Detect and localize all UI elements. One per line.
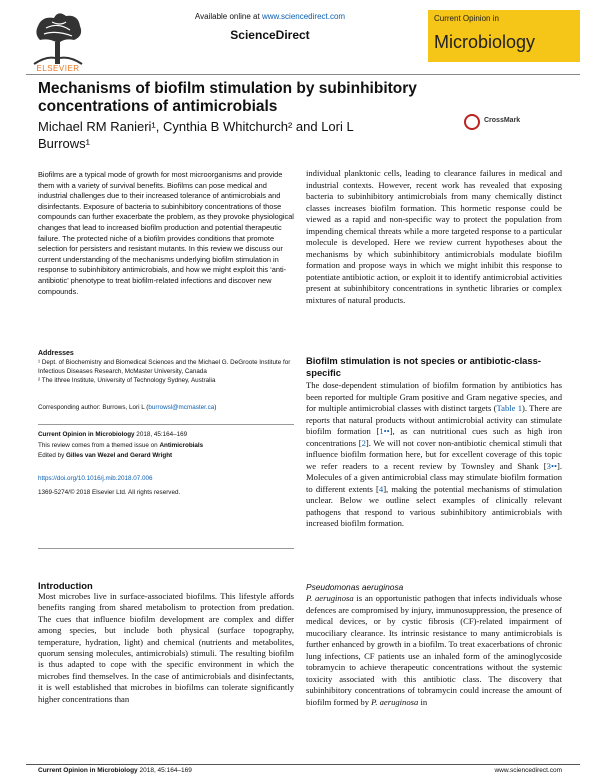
introduction-heading: Introduction [38,580,93,591]
journal-cover-line2: Microbiology [434,32,536,52]
author-list: Michael RM Ranieri¹, Cynthia B Whitchurch² and Lori L Burrows¹ [38,119,354,151]
stim-text: ], as can nutritional cues such as high iron concentrations [ [306,426,562,448]
elsevier-tree-logo [26,8,90,66]
abstract [38,170,294,297]
abstract-text: Biofilms are a typical mode of growth for most microorganisms and provide them with a variety of survival benefits. Biofilms can pose medical and industrial challenges due to their increased tolerance of antimicrobials and disinfectants. Exposure of bacteria to subinhibitory concentrations of those compounds can further exacerbate the problem, as they provoke physiological changes that lead to increased biofilm production and potential therapeutic failure. The protected niche of a biofilm provides conditions that promote selection for persisters and resistant mutants. In this review we discuss our current understanding of the mechanisms underlying biofilm stimulation in response to subinhibitory antimicrobials, and how we might exploit this ‘anti-antibiotic’ phenotype to treat biofilm-related infections and discover new compounds. [38,170,294,296]
crossmark-badge[interactable] [464,114,544,134]
edited-prefix: Edited by [38,452,67,459]
ref-1-link[interactable]: 1•• [379,426,390,436]
citation-ref: 2018, 45:164–169 [134,431,188,438]
footer-ref: 2018, 45:164–169 [137,767,192,774]
ref-2-link[interactable]: 2 [361,437,366,448]
addresses [38,359,294,387]
crossmark-label: CrossMark [484,117,521,124]
ref-3-link[interactable]: 3•• [546,460,557,471]
stim-text: ], making the potential mechanisms of stimulation unclear. Below we outline select examples of clinically relevant pathogens that respond to various subinhibitory antimicrobials with increased biofilm formation. [306,483,562,528]
table-1-link[interactable]: Table 1 [496,403,523,413]
editors-line [38,451,294,462]
addresses-heading: Addresses [38,350,74,357]
theme-name: Antimicrobials [159,441,204,449]
theme-prefix: This review comes from a themed issue on [38,441,160,449]
introduction-body: Most microbes live in surface-associated biofilms. This lifestyle affords benefits ranging from shared metabolism to protection from predation. The cues that influence biofilm development are complex and differ among species, but include both physical (surface topography, temperature, hydration, light) and chemical (nutrients and metabolites, quorum sensing molecules, antimicrobials) stimuli. The resulting biofilm is thus adapted to cope with the specific environment in which the microbes find themselves. In the case of antimicrobials and disinfectants, it is well established that microbes in biofilms can tolerate significantly higher concentrations than [38,591,294,704]
corresponding-email-link[interactable]: burrowsl@mcmaster.ca [148,404,215,411]
subsection-body-pseudomonas [306,593,562,708]
theme-line [38,441,294,452]
species-name: P. aeruginosa [371,696,419,707]
info-divider-bottom [38,548,294,549]
species-name: P. aeruginosa [306,593,354,603]
citation-journal: Current Opinion in Microbiology [38,431,135,438]
section-heading-biofilm-stimulation: Biofilm stimulation is not species or antibiotic-class-specific [306,355,541,378]
stim-text: ). There are reports that natural products without antimicrobial activity can stimulate biofilm formation [ [306,403,562,436]
stim-text: ]. We will not cover non-antibiotic chemical stimuli that influence biofilm formation here, but for excellent coverage of this topic we refer readers to a recent review by Townsley and Shank [ [306,437,563,471]
available-online [150,12,390,21]
ref-4-link[interactable]: 4 [378,483,384,494]
doi-link[interactable]: https://doi.org/10.1016/j.mib.2018.07.006 [38,475,153,482]
address-item: ² The ithree Institute, University of Technology Sydney, Australia [38,377,216,384]
journal-cover-line1: Current Opinion in [434,14,499,23]
crossmark-icon [464,114,480,130]
copyright-notice: 1369-5274/© 2018 Elsevier Ltd. All rights reserved. [38,489,181,496]
footer-divider [26,764,580,765]
corresponding-author [38,404,294,413]
platform-name: ScienceDirect [230,28,310,42]
info-divider-top [38,424,294,425]
footer-citation [38,767,192,774]
intro-continuation: individual planktonic cells, leading to clearance failures in medical and industrial contexts. However, recent work has revealed that exposing bacteria to subinhibitory antimicrobials from many chemically distinct classes increases biofilm formation. This hormetic response could be viewed as a rapid and non-specific way to protect the population from impending chemical threats while a more targeted response to a particular molecule is developed. Here we review current hypotheses about the mechanisms by which subinhibitory antimicrobials modulate biofilm formation and propose ways in which we might inhibit this response to potentiate antibiotic action, or exploit it to identify antimicrobial activities present at subinhibitory concentrations in synthetic libraries or complex mixtures of natural products. [306,168,562,305]
journal-cover [428,10,580,62]
stim-text: ]. Molecules of a given antimicrobial class may stimulate biofilm formation to different extents [ [306,460,562,494]
citation-line [38,430,294,441]
stim-text: The dose-dependent stimulation of biofilm formation by antibiotics has been reported for multiple Gram positive and Gram negative species, and for multiple antimicrobial classes with distinct targets ( [306,380,562,413]
publisher-name: ELSEVIER [36,64,80,73]
pseudo-text-tail: in [418,696,428,707]
sciencedirect-link[interactable]: www.sciencedirect.com [261,12,346,21]
address-item: ¹ Dept. of Biochemistry and Biomedical Sciences and the Michael G. DeGroote Institute for Infectious Diseases Research, McMaster University, Canada [38,359,291,375]
corresponding-prefix: Corresponding author: Burrows, Lori L ( [38,404,149,411]
pseudo-text: is an opportunistic pathogen that infects individuals whose defences are compromised by injury, immunosuppression, the presence of medical devices, or by cystic fibrosis (CF)-related impairment of mucociliary clearance. Its intrinsic resistance to many antimicrobials is further enhanced by growth in a biofilm. To treat exacerbations of chronic lung infections, CF patients use an inhaled form of the aminoglycoside tobramycin to achieve therapeutic concentrations without the systemic toxicity associated with this antibiotic class. The discovery that subinhibitory concentrations of tobramycin could increase the amount of biofilm formed by [306,593,562,707]
available-prefix: Available online at [194,12,262,21]
footer-journal: Current Opinion in Microbiology [38,767,138,774]
footer-site-link[interactable]: www.sciencedirect.com [494,767,562,774]
citation-info [38,430,294,462]
header-divider [26,74,580,75]
corresponding-suffix: ) [214,404,217,411]
article-title: Mechanisms of biofilm stimulation by subinhibitory concentrations of antimicrobials [38,80,417,115]
subsection-heading-pseudomonas: Pseudomonas aeruginosa [306,582,404,592]
section-body-biofilm-stimulation [306,380,562,530]
editor-names: Gilles van Wezel and Gerard Wright [66,452,173,459]
